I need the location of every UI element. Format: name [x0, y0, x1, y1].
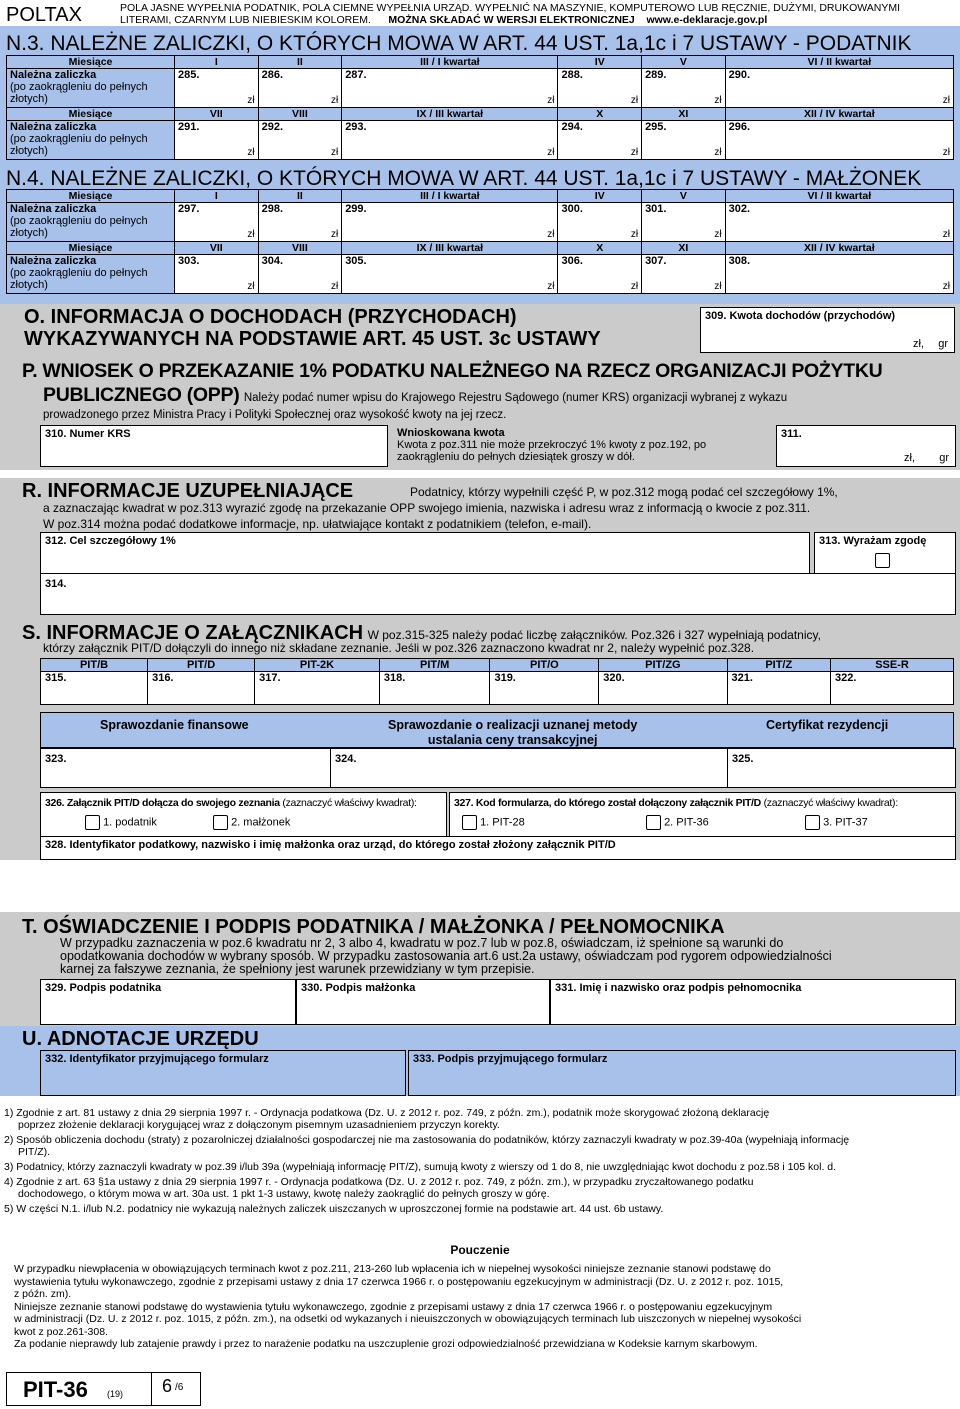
- month-header: XII / IV kwartał: [725, 242, 953, 255]
- r-desc2: a zaznaczając kwadrat w poz.313 wyrazić zgodę na przekazanie OPP swojego imienia, nazwiska i adresu wraz z informacją o kwocie z poz.311.: [43, 501, 811, 515]
- o-title: [24, 306, 601, 350]
- month-header: VII: [175, 242, 259, 255]
- month-header: XI: [642, 108, 726, 121]
- month-header: X: [558, 242, 642, 255]
- p-desc: prowadzonego przez Ministra Pracy i Polityki Społecznej oraz wysokość kwoty na jej rzecz.: [43, 409, 507, 421]
- footnotes: [4, 1107, 954, 1215]
- att-header: PIT/Z: [727, 659, 831, 672]
- p-title-line1: P. WNIOSEK O PRZEKAZANIE 1% PODATKU NALEŻNEGO NA RZECZ ORGANIZACJI POŻYTKU: [22, 360, 883, 382]
- n4-table: [6, 189, 954, 294]
- month-header: V: [642, 190, 726, 203]
- field-316[interactable]: 316.: [148, 672, 255, 705]
- t-desc: W przypadku zaznaczenia w poz.6 kwadratu nr 2, 3 albo 4, kwadratu w poz.7 lub w poz.8, oświadczam, iż spełnione są warunki do opodatkowania dochodów w wybrany sposób. W przypadku zastosowania art.6 ust.2a ustawy, oświadczam pod rygorem odpowiedzialności karnej za fałszywe zeznania, że spełniony jest warunek przewidziany w tym przepisie.: [60, 936, 832, 976]
- pouczenie-title: Pouczenie: [450, 1243, 510, 1257]
- month-header: IV: [558, 190, 642, 203]
- att-header: PIT/O: [490, 659, 599, 672]
- transfer-report-label: Sprawozdanie o realizacji uznanej metody ustalania ceny transakcyjnej: [388, 718, 638, 747]
- attachments-table: [40, 658, 954, 705]
- u-title: U. ADNOTACJE URZĘDU: [22, 1028, 259, 1050]
- attachments-values-row: [41, 672, 954, 705]
- month-header: V: [642, 56, 726, 69]
- option-podatnik[interactable]: 1. podatnik: [85, 815, 157, 830]
- att-header: PIT/B: [41, 659, 148, 672]
- page-number-box: [150, 1372, 201, 1406]
- field-332: 332. Identyfikator przyjmującego formularz: [40, 1050, 406, 1096]
- row-label: Należna zaliczka (po zaokrągleniu do pełnych złotych): [7, 203, 175, 242]
- n3-title: N.3. NALEŻNE ZALICZKI, O KTÓRYCH MOWA W ART. 44 UST. 1a,1c i 7 USTAWY - PODATNIK: [6, 32, 912, 55]
- att-header: PIT/M: [379, 659, 490, 672]
- option-pit-36[interactable]: 2. PIT-36: [646, 815, 709, 830]
- header-note: [120, 3, 900, 26]
- consent-checkbox[interactable]: [875, 553, 890, 568]
- footnote-5: 5) W części N.1. i/lub N.2. podatnicy nie wykazują należnych zaliczek uiszczanych w uproszczonej formie na podstawie art. 44 ust. 6b ustawy.: [4, 1203, 664, 1215]
- field-299[interactable]: 299. zł: [342, 203, 558, 242]
- field-323[interactable]: 323.: [40, 748, 331, 788]
- month-header: VI / II kwartał: [725, 56, 953, 69]
- checkbox[interactable]: [462, 815, 477, 830]
- field-320[interactable]: 320.: [599, 672, 727, 705]
- option-malzonek[interactable]: 2. małżonek: [213, 815, 290, 830]
- n3-table: [6, 55, 954, 160]
- footnote-4: 4) Zgodnie z art. 63 §1a ustawy z dnia 29 sierpnia 1997 r. - Ordynacja podatkowa (Dz. U. z 2012 r. poz. 749, z późn. zm.), w przypadku zryczałtowanego podatku dochodowego, o którym mowa w art. 30a ust. 1 pkt 1-3 ustawy, kwotę należy zaokrąglić do pełnych groszy w górę.: [4, 1176, 754, 1200]
- p-title-line2: PUBLICZNEGO (OPP) Należy podać numer wpisu do Krajowego Rejestru Sądowego (numer KRS) organizacji wybranej z wykazu: [43, 384, 788, 406]
- field-286[interactable]: 286. zł: [258, 69, 342, 108]
- field-310[interactable]: 310. Numer KRS: [40, 425, 388, 467]
- t-title: T. OŚWIADCZENIE I PODPIS PODATNIKA / MAŁŻONKA / PEŁNOMOCNIKA: [22, 916, 725, 938]
- field-309[interactable]: 309. Kwota dochodów (przychodów) zł, gr: [700, 307, 955, 353]
- month-header: II: [258, 56, 342, 69]
- form-version: (19): [107, 1389, 124, 1399]
- s-desc2: którzy załącznik PIT/D dołączyli do innego niż składane zeznanie. Jeśli w poz.326 zaznaczono kwadrat nr 2, należy wypełnić poz.328.: [43, 641, 755, 655]
- fin-report-label: Sprawozdanie finansowe: [100, 718, 249, 732]
- field-303[interactable]: 303. zł: [175, 255, 259, 294]
- month-header: VI / II kwartał: [725, 190, 953, 203]
- n3-values-row-2: [7, 121, 954, 160]
- month-header: VIII: [258, 242, 342, 255]
- field-302[interactable]: 302. zł: [725, 203, 953, 242]
- checkbox[interactable]: [646, 815, 661, 830]
- month-header: X: [558, 108, 642, 121]
- field-294[interactable]: 294. zł: [558, 121, 642, 160]
- field-290[interactable]: 290. zł: [725, 69, 953, 108]
- pouczenie-text: W przypadku niewpłacenia w obowiązujących terminach kwot z poz.211, 213-260 lub wpłacenia ich w niepełnej wysokości niniejsze zeznanie stanowi podstawę do wystawienia tytułu wykonawczego, zgodnie z przepisami ustawy z dnia 17 czerwca 1966 r. o postępowaniu egzekucyjnym w administracji (Dz. U. z 2012 r. poz. 1015, z późn. zm). Niniejsze zeznanie stanowi podstawę do wystawienia tytułu wykonawczego, zgodnie z przepisami ustawy z dnia 17 czerwca 1966 r. o postępowaniu egzekucyjnym w administracji (Dz. U. z 2012 r. poz. 1015, z późn. zm.), na odsetki od wykazanych i nieuiszczonych w obowiązujących terminach lub uiszczonych w niepełnej wysokości kwot z poz.261-308. Za podanie nieprawdy lub zatajenie prawdy i przez to narażenie podatku na uszczuplenie grozi odpowiedzialność przewidziana w Kodeksie karnym skarbowym.: [14, 1263, 802, 1350]
- month-header: VII: [175, 108, 259, 121]
- field-312[interactable]: 312. Cel szczegółowy 1%: [40, 532, 810, 574]
- months-label: Miesiące: [7, 242, 175, 255]
- n4-months-row-1: [7, 190, 954, 203]
- field-324[interactable]: 324.: [330, 748, 728, 788]
- field-317[interactable]: 317.: [255, 672, 380, 705]
- r-title: R. INFORMACJE UZUPEŁNIAJĄCE: [22, 480, 354, 502]
- checkbox[interactable]: [85, 815, 100, 830]
- s-title-line: S. INFORMACJE O ZAŁĄCZNIKACH W poz.315-325 należy podać liczbę załączników. Poz.326 i 327 wypełniają podatnicy,: [22, 622, 821, 644]
- att-header: PIT-2K: [255, 659, 380, 672]
- field-311[interactable]: 311. zł, gr: [776, 425, 956, 467]
- month-header: IX / III kwartał: [342, 108, 558, 121]
- n4-values-row-2: [7, 255, 954, 294]
- att-header: PIT/ZG: [599, 659, 727, 672]
- form-code-box: [6, 1372, 152, 1406]
- field-308[interactable]: 308. zł: [725, 255, 953, 294]
- n3-values-row-1: [7, 69, 954, 108]
- checkbox[interactable]: [805, 815, 820, 830]
- option-pit-37[interactable]: 3. PIT-37: [805, 815, 868, 830]
- field-319[interactable]: 319.: [490, 672, 599, 705]
- field-292[interactable]: 292. zł: [258, 121, 342, 160]
- month-header: I: [175, 56, 259, 69]
- month-header: II: [258, 190, 342, 203]
- field-291[interactable]: 291. zł: [175, 121, 259, 160]
- footnote-1: 1) Zgodnie z art. 81 ustawy z dnia 29 sierpnia 1997 r. - Ordynacja podatkowa (Dz. U. z 2012 r. poz. 749, z późn. zm.), podatnik może skorygować złożoną deklarację poprzez złożenie deklaracji korygującej wraz z dołączonym pisemnym uzasadnieniem przyczyn korekty.: [4, 1107, 770, 1131]
- n4-months-row-2: [7, 242, 954, 255]
- form-code: PIT-36: [23, 1377, 88, 1402]
- attachments-header-row: [41, 659, 954, 672]
- field-328[interactable]: 328. Identyfikator podatkowy, nazwisko i imię małżonka oraz urząd, do którego został złożony załącznik PIT/D: [40, 836, 956, 860]
- field-327: 327. Kod formularza, do którego został dołączony załącznik PIT/D (zaznaczyć właściwy kwadrat): 1. PIT-28 2. PIT-36 3. PIT-37: [449, 792, 956, 838]
- page-total: /6: [175, 1382, 184, 1393]
- month-header: I: [175, 190, 259, 203]
- month-header: XII / IV kwartał: [725, 108, 953, 121]
- field-301[interactable]: 301. zł: [642, 203, 726, 242]
- field-298[interactable]: 298. zł: [258, 203, 342, 242]
- o-title-line2: WYKAZYWANYCH NA PODSTAWIE ART. 45 UST. 3c USTAWY: [24, 328, 601, 350]
- field-325[interactable]: 325.: [727, 748, 956, 788]
- header-note-line1: POLA JASNE WYPEŁNIA PODATNIK, POLA CIEMNE WYPEŁNIA URZĄD. WYPEŁNIĆ NA MASZYNIE, KOMPUTEROWO LUB RĘCZNIE, DUŻYMI, DRUKOWANYMI: [120, 2, 901, 14]
- months-label: Miesiące: [7, 108, 175, 121]
- field-293[interactable]: 293. zł: [342, 121, 558, 160]
- field-322[interactable]: 322.: [831, 672, 954, 705]
- row-label: Należna zaliczka (po zaokrągleniu do pełnych złotych): [7, 255, 175, 294]
- field-288[interactable]: 288. zł: [558, 69, 642, 108]
- n3-months-row-2: [7, 108, 954, 121]
- row-label: Należna zaliczka (po zaokrągleniu do pełnych złotych): [7, 69, 175, 108]
- residence-cert-label: Certyfikat rezydencji: [766, 718, 889, 732]
- att-header: PIT/D: [148, 659, 255, 672]
- r-desc3: W poz.314 można podać dodatkowe informacje, np. ułatwiające kontakt z podatnikiem (telefon, e-mail).: [43, 517, 592, 531]
- field-307[interactable]: 307. zł: [642, 255, 726, 294]
- header-note-line2: LITERAMI, CZARNYM LUB NIEBIESKIM KOLOREM. MOŻNA SKŁADAĆ W WERSJI ELEKTRONICZNEJ www.e-deklaracje.gov.pl: [120, 13, 768, 26]
- field-313[interactable]: 313. Wyrażam zgodę: [814, 532, 956, 574]
- r-desc1: Podatnicy, którzy wypełnili część P, w poz.312 mogą podać cel szczegółowy 1%,: [410, 485, 838, 499]
- footnote-2: 2) Sposób obliczenia dochodu (straty) z pozarolniczej działalności gospodarczej nie ma zastosowania do podatników, którzy zaznaczyli kwadraty w poz.39-40a (wypełniają informację PIT/Z).: [4, 1134, 850, 1158]
- field-287[interactable]: 287. zł: [342, 69, 558, 108]
- month-header: IX / III kwartał: [342, 242, 558, 255]
- field-314[interactable]: 314.: [40, 573, 956, 615]
- field-300[interactable]: 300. zł: [558, 203, 642, 242]
- poltax-logo: POLTAX: [6, 4, 82, 26]
- kwota-label: Wnioskowana kwota Kwota z poz.311 nie może przekroczyć 1% kwoty z poz.192, po zaokrągleniu do pełnych dziesiątek groszy w dół.: [397, 427, 707, 463]
- row-label: Należna zaliczka (po zaokrągleniu do pełnych złotych): [7, 121, 175, 160]
- field-329[interactable]: 329. Podpis podatnika: [40, 979, 296, 1025]
- option-pit-28[interactable]: 1. PIT-28: [462, 815, 525, 830]
- n3-months-row-1: [7, 56, 954, 69]
- field-331[interactable]: 331. Imię i nazwisko oraz podpis pełnomocnika: [550, 979, 956, 1025]
- field-285[interactable]: 285. zł: [175, 69, 259, 108]
- n4-values-row-1: [7, 203, 954, 242]
- field-315[interactable]: 315.: [41, 672, 148, 705]
- field-330[interactable]: 330. Podpis małżonka: [296, 979, 550, 1025]
- field-289[interactable]: 289. zł: [642, 69, 726, 108]
- n4-title: N.4. NALEŻNE ZALICZKI, O KTÓRYCH MOWA W ART. 44 UST. 1a,1c i 7 USTAWY - MAŁŻONEK: [6, 167, 922, 190]
- field-295[interactable]: 295. zł: [642, 121, 726, 160]
- field-306[interactable]: 306. zł: [558, 255, 642, 294]
- o-title-line1: O. INFORMACJA O DOCHODACH (PRZYCHODACH): [24, 306, 517, 328]
- month-header: VIII: [258, 108, 342, 121]
- month-header: III / I kwartał: [342, 56, 558, 69]
- field-326: 326. Załącznik PIT/D dołącza do swojego zeznania (zaznaczyć właściwy kwadrat): 1. podatnik 2. małżonek: [40, 792, 447, 838]
- field-321[interactable]: 321.: [727, 672, 831, 705]
- att-header: SSE-R: [831, 659, 954, 672]
- month-header: XI: [642, 242, 726, 255]
- field-333: 333. Podpis przyjmującego formularz: [408, 1050, 956, 1096]
- checkbox[interactable]: [213, 815, 228, 830]
- month-header: III / I kwartał: [342, 190, 558, 203]
- footnote-3: 3) Podatnicy, którzy zaznaczyli kwadraty w poz.39 i/lub 39a (wypełniają informację PIT/Z), sumują kwoty z wierszy od 1 do 8, nie uwzględniając kwot dochodu z poz.58 i 105 kol. d.: [4, 1161, 837, 1173]
- page-num: 6: [162, 1376, 173, 1396]
- month-header: IV: [558, 56, 642, 69]
- field-304[interactable]: 304. zł: [258, 255, 342, 294]
- field-318[interactable]: 318.: [379, 672, 490, 705]
- field-297[interactable]: 297. zł: [175, 203, 259, 242]
- months-label: Miesiące: [7, 56, 175, 69]
- months-label: Miesiące: [7, 190, 175, 203]
- field-296[interactable]: 296. zł: [725, 121, 953, 160]
- field-305[interactable]: 305. zł: [342, 255, 558, 294]
